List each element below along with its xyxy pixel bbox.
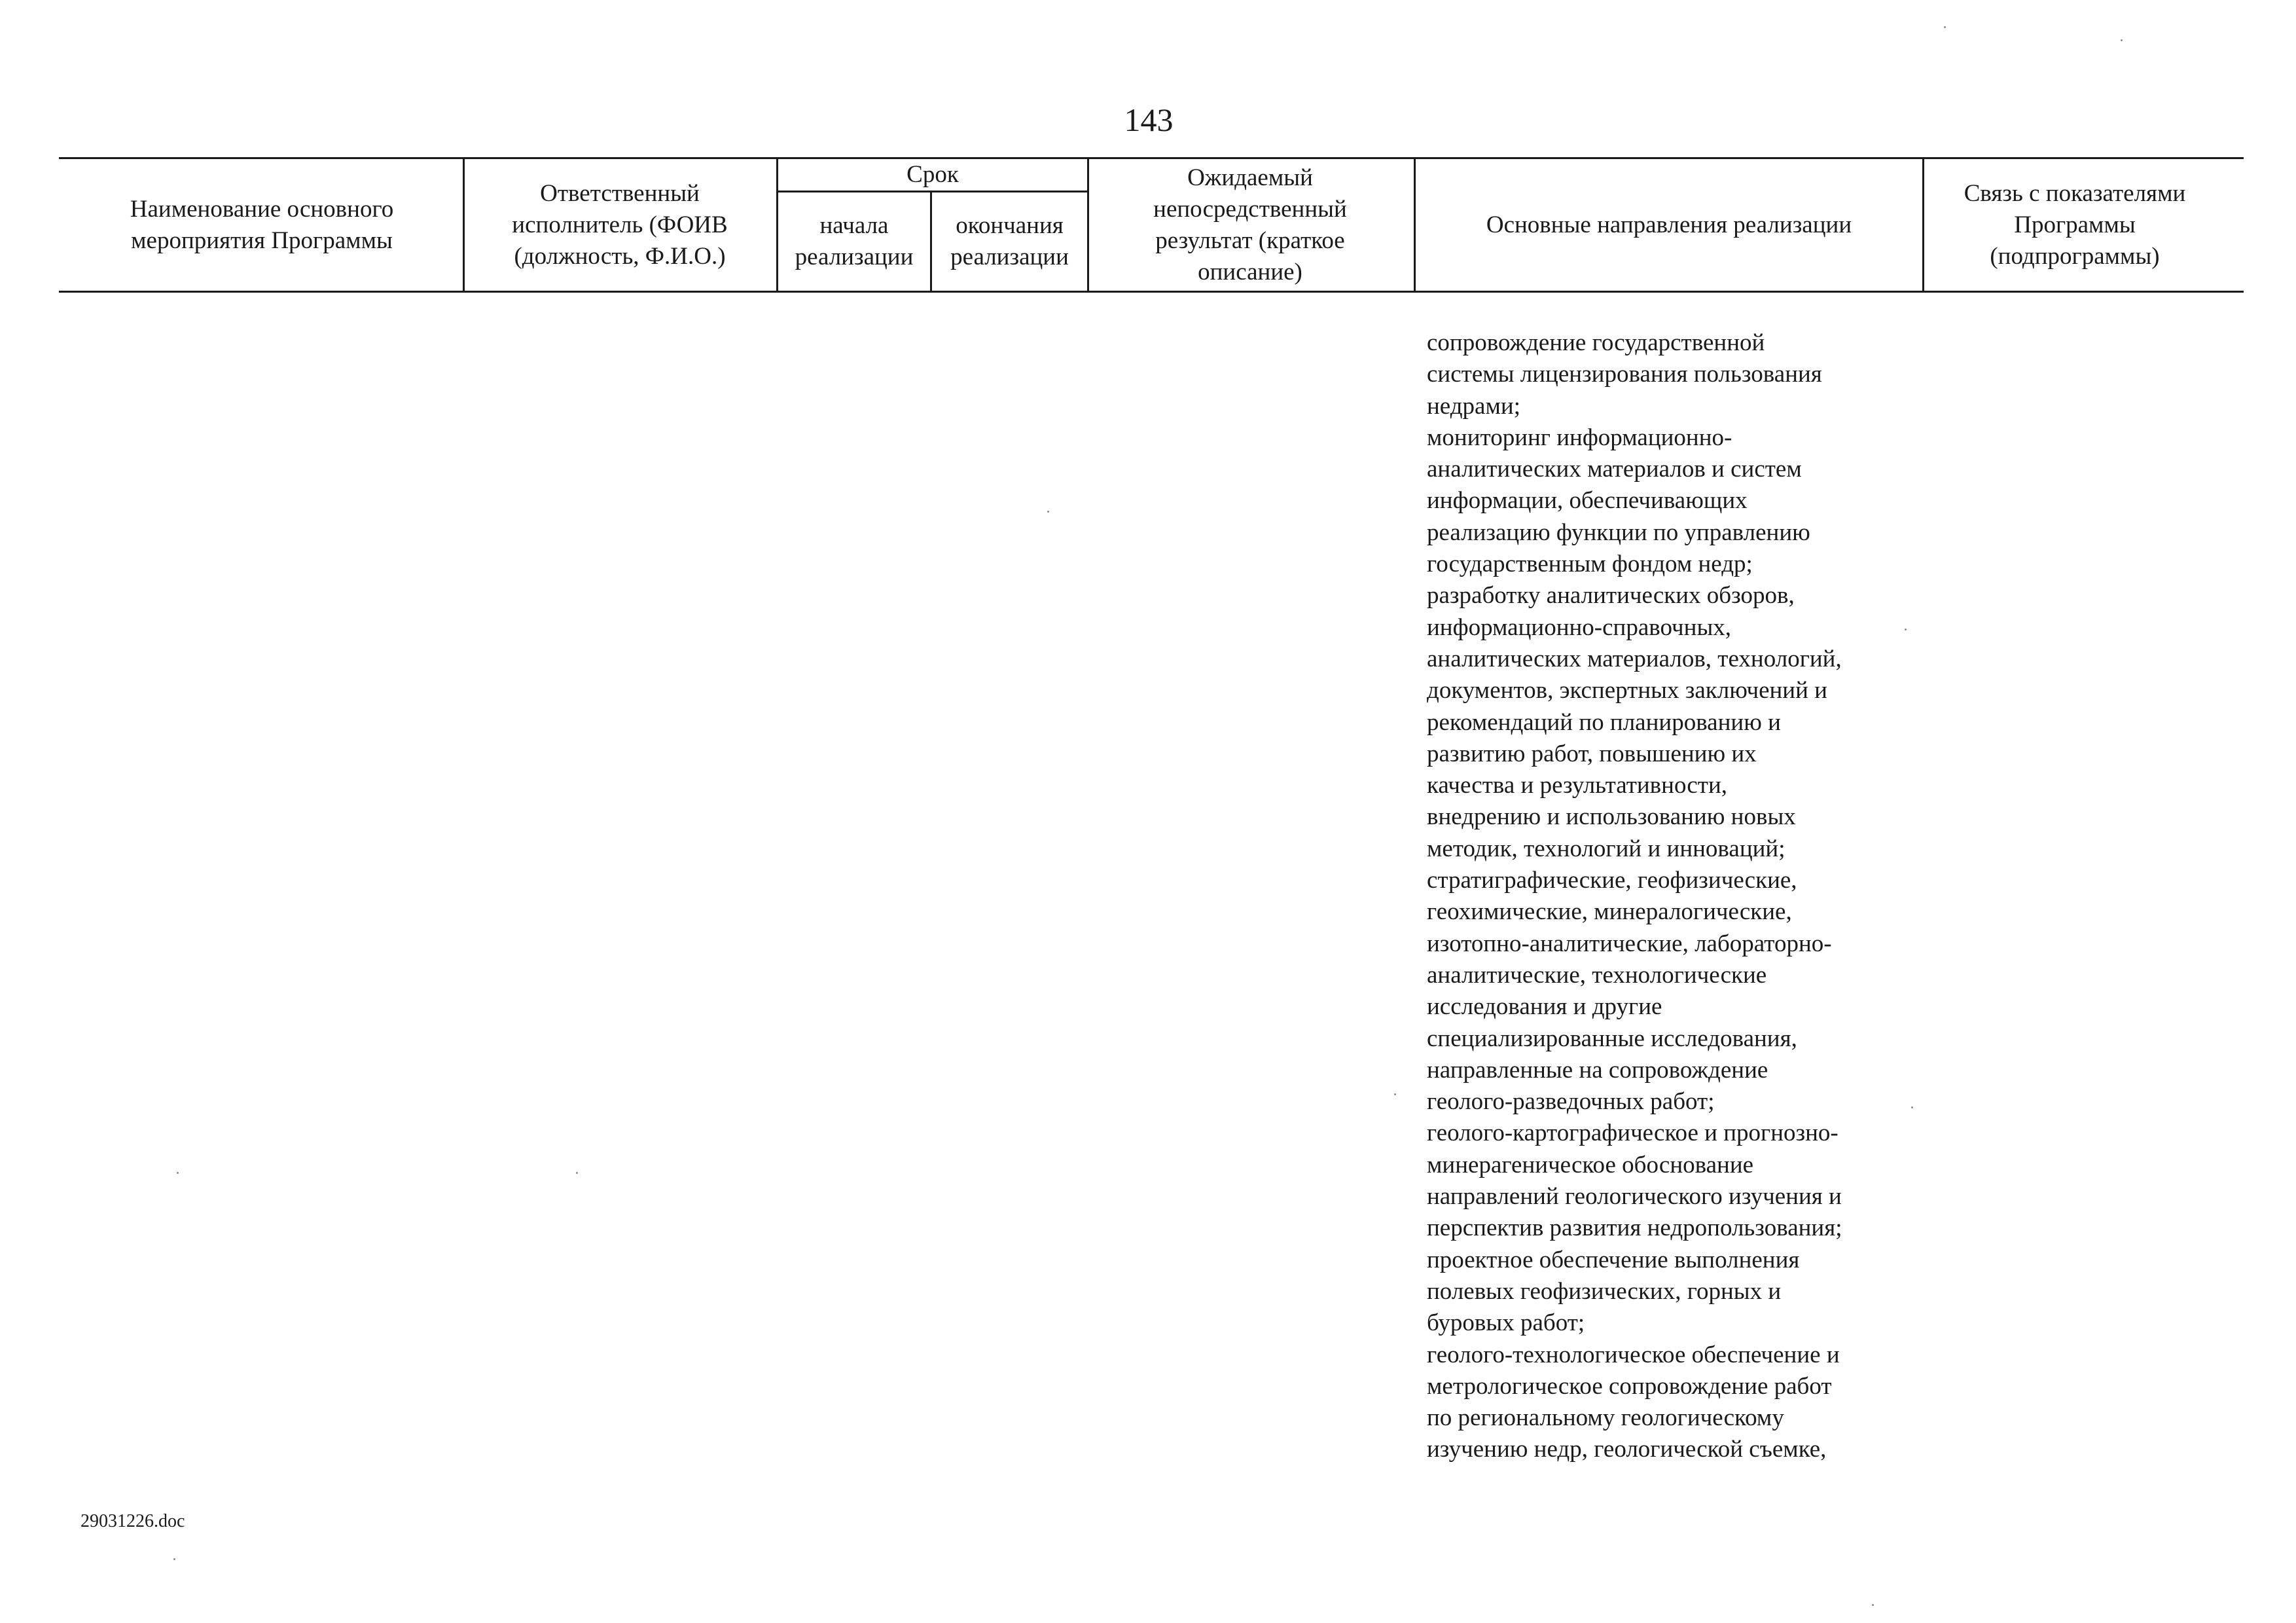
header-executor-text: Ответственный исполнитель (ФОИВ (должность, Ф.И.О.) <box>512 179 728 270</box>
header-directions-text: Основные направления реализации <box>1486 211 1852 238</box>
column-divider-5 <box>1922 157 1924 293</box>
page-number: 143 <box>1124 101 1174 138</box>
header-term-text: Срок <box>906 161 959 188</box>
column-divider-1 <box>463 157 465 293</box>
header-cell-end <box>932 192 1087 291</box>
header-cell-term <box>778 159 1087 191</box>
scan-speck <box>1944 26 1946 28</box>
scan-speck <box>2121 39 2123 41</box>
scan-speck <box>1872 1604 1874 1606</box>
scan-speck <box>1911 1106 1913 1108</box>
scan-speck <box>173 1558 175 1560</box>
scan-speck <box>1905 629 1907 630</box>
directions-body-text: сопровождение государственной системы лицензирования пользования недрами; мониторинг информационно- аналитических материалов и систем информации, обеспечивающих реализацию функции по управлению государственным фондом недр; разработку аналитических обзоров, информационно-справочных, аналитических материалов, технологий, документов, экспертных заключений и рекомендаций по планированию и развитию работ, повышению их качества и результативности, внедрению и использованию новых методик, технологий и инноваций; стратиграфические, геофизические, геохимические, минералогические, изотопно-аналитические, лабораторно- аналитические, технологические исследования и другие специализированные исследования, направленные на сопровождение геолого-разведочных работ; геолого-картографическое и прогнозно- минерагеническое обоснование направлений геологического изучения и перспектив развития недропользования; проектное обеспечение выполнения полевых геофизических, горных и буровых работ; геолого-технологическое обеспечение и метрологическое сопровождение работ по региональному геологическому изучению недр, геологической съемке, <box>1427 329 1842 1463</box>
header-cell-directions <box>1416 159 1922 291</box>
header-cell-name <box>92 159 432 291</box>
header-link-text: Связь с показателями Программы (подпрограммы) <box>1964 179 2186 270</box>
scan-speck <box>1047 511 1049 513</box>
header-start-text: начала реализации <box>795 212 914 270</box>
scan-speck <box>177 1172 179 1174</box>
header-end-text: окончания реализации <box>950 212 1069 270</box>
header-cell-result <box>1113 159 1388 291</box>
header-cell-executor <box>484 159 755 291</box>
header-result-text: Ожидаемый непосредственный результат (краткое описание) <box>1153 164 1347 285</box>
footer-filename: 29031226.doc <box>81 1511 185 1531</box>
header-cell-start <box>778 192 930 291</box>
column-divider-3 <box>1087 157 1089 293</box>
table-header-bottom-border <box>59 291 2244 293</box>
scan-speck <box>1394 1093 1396 1095</box>
header-cell-link <box>1931 159 2219 291</box>
scan-speck <box>576 1172 578 1174</box>
header-name-text: Наименование основного мероприятия Программы <box>130 195 394 254</box>
